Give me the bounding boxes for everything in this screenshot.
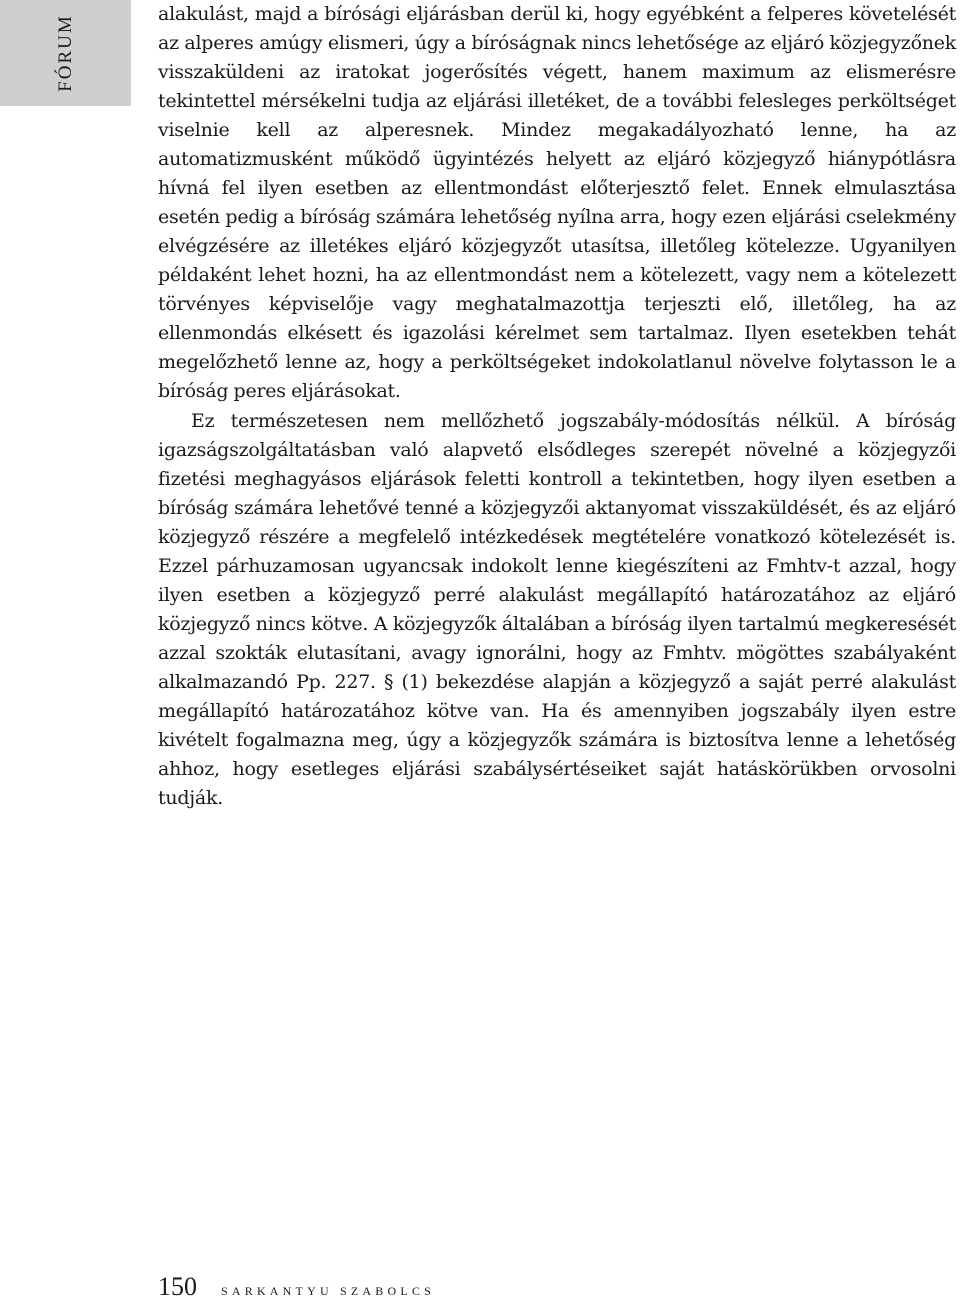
page-footer (158, 1272, 435, 1306)
author-name: SARKANTYU SZABOLCS (221, 1284, 435, 1298)
section-tab-label: FÓRUM (55, 14, 76, 92)
section-tab (0, 0, 131, 106)
paragraph-1: alakulást, majd a bírósági eljárásban derül ki, hogy egyébként a felperes követelését az alperes amúgy elismeri, úgy a bíróságnak nincs lehetősége az eljáró közjegyzőnek visszaküldeni az iratokat jogerősítés végett, hanem maximum az elismerésre tekintettel mérsékelni tudja az eljárási illetéket, de a további felesleges perköltséget viselnie kell az alperesnek. Mindez megakadályozható lenne, ha az automatizmusként működő ügyintézés helyett az eljáró közjegyző hiánypótlásra hívná fel ilyen esetben az ellentmondást előterjesztő felet. Ennek elmulasztása esetén pedig a bíróság számára lehetőség nyílna arra, hogy ezen eljárási cselekmény elvégzésére az illetékes eljáró közjegyzőt utasítsa, illetőleg kötelezze. Ugyanilyen példaként lehet hozni, ha az ellentmondást nem a kötelezett, vagy nem a kötelezett törvényes képviselője vagy meghatalmazottja terjeszti elő, illetőleg, ha az ellenmondás elkésett és igazolási kérelmet sem tartalmaz. Ilyen esetekben tehát megelőzhető lenne az, hogy a perköltségeket indokolatlanul növelve folytasson le a bíróság peres eljárásokat. (158, 3, 956, 402)
article-body (158, 0, 956, 813)
page-number: 150 (158, 1272, 197, 1301)
paragraph-2: Ez természetesen nem mellőzhető jogszabály-módosítás nélkül. A bíróság igazságszolgáltatásban való alapvető elsődleges szerepét növelné a közjegyzői fizetési meghagyásos eljárások feletti kontroll a tekintetben, hogy ilyen esetben a bíróság számára lehetővé tenné a közjegyzői aktanyomat visszaküldését, és az eljáró közjegyző részére a megfelelő intézkedések megtételére vonatkozó kötelezését is. Ezzel párhuzamosan ugyancsak indokolt lenne kiegészíteni az Fmhtv-t azzal, hogy ilyen esetben a közjegyző perré alakulást megállapító határozatához az eljáró közjegyző nincs kötve. A közjegyzők általában a bíróság ilyen tartalmú megkeresését azzal szokták elutasítani, avagy ignorálni, hogy az Fmhtv. mögöttes szabályaként alkalmazandó Pp. 227. § (1) bekezdése alapján a közjegyző a saját perré alakulást megállapító határozatához kötve van. Ha és amennyiben jogszabály ilyen estre kivételt fogalmazna meg, úgy a közjegyzők számára is biztosítva lenne a lehetőség ahhoz, hogy esetleges eljárási szabálysértéseiket saját hatáskörükben orvosolni tudják. (158, 410, 956, 809)
